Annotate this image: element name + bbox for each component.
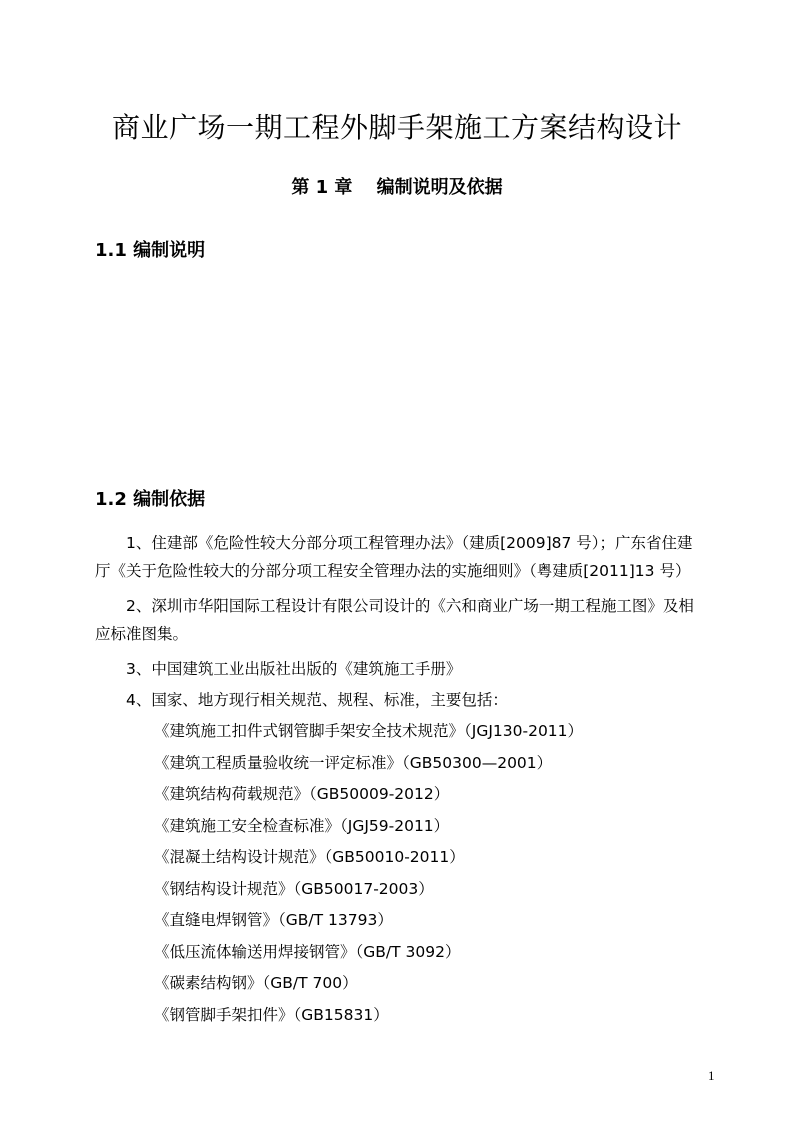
basis-text: 2、深圳市华阳国际工程设计有限公司设计的《六和商业广场一期工程施工图》及相应标准图集。	[95, 597, 694, 643]
section-heading-compilation-basis: 1.2 编制依据	[95, 489, 206, 510]
basis-text: 4、国家、地方现行相关规范、规程、标准，主要包括：	[126, 691, 508, 709]
standard-item: 《碳素结构钢》（GB/T 700）	[154, 974, 358, 992]
document-title: 商业广场一期工程外脚手架施工方案结构设计	[111, 111, 682, 144]
basis-paragraph	[95, 529, 705, 585]
chapter-heading: 第 1 章 编制说明及依据	[291, 177, 503, 198]
page-number: 1	[708, 1068, 715, 1083]
standard-item: 《建筑结构荷载规范》（GB50009-2012）	[154, 785, 450, 803]
basis-text: 1、住建部《危险性较大分部分项工程管理办法》（建质[2009]87 号）；广东省住建厅《关于危险性较大的分部分项工程安全管理办法的实施细则》（粤建质[2011]13 号）	[95, 534, 693, 580]
basis-text: 3、中国建筑工业出版社出版的《建筑施工手册》	[126, 660, 462, 678]
standard-item: 《建筑施工扣件式钢管脚手架安全技术规范》（JGJ130-2011）	[154, 722, 584, 740]
standard-item: 《低压流体输送用焊接钢管》（GB/T 3092）	[154, 942, 461, 961]
standard-item: 《建筑施工安全检查标准》（JGJ59-2011）	[154, 816, 450, 835]
basis-paragraph	[95, 592, 705, 648]
standard-item: 《建筑工程质量验收统一评定标准》（GB50300—2001）	[154, 753, 553, 772]
standard-item: 《钢结构设计规范》（GB50017-2003）	[154, 879, 434, 898]
standards-list	[154, 717, 583, 1032]
basis-paragraph	[95, 655, 705, 683]
standard-item: 《直缝电焊钢管》（GB/T 13793）	[154, 911, 393, 929]
section-heading-compilation-notes: 1.1 编制说明	[95, 240, 206, 261]
standard-item: 《钢管脚手架扣件》（GB15831）	[154, 1005, 389, 1024]
basis-paragraph	[95, 686, 705, 714]
standard-item: 《混凝土结构设计规范》（GB50010-2011）	[154, 848, 465, 866]
